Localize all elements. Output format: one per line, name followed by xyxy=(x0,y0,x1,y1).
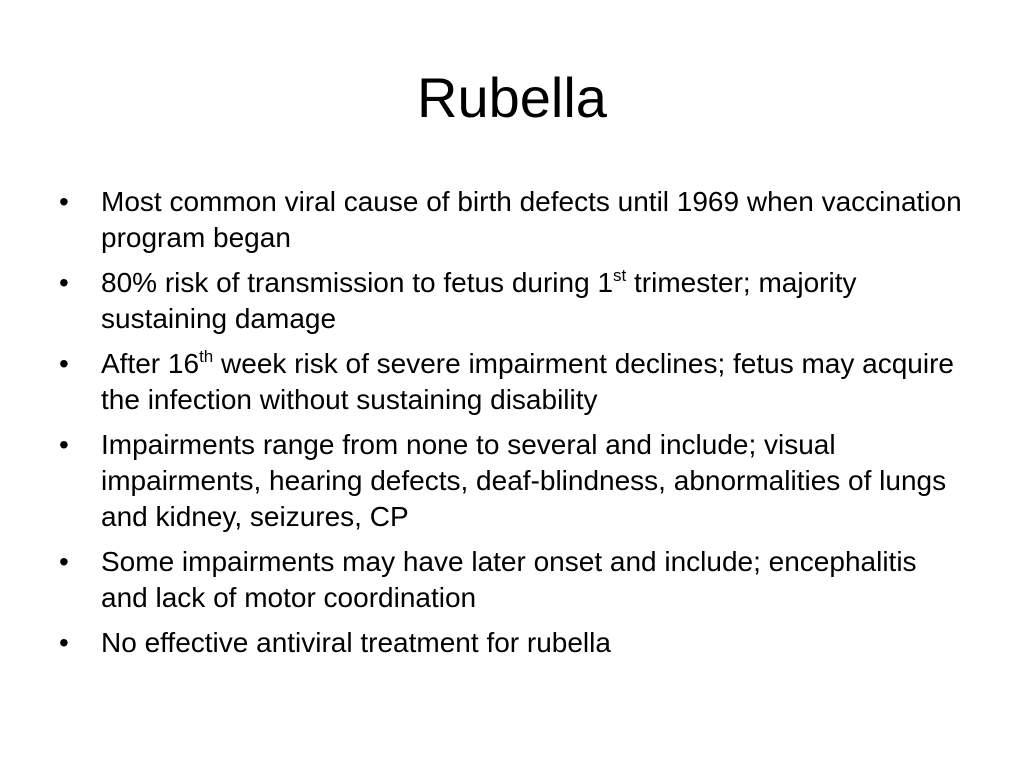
slide-title: Rubella xyxy=(417,66,607,129)
bullet-item-6 xyxy=(56,625,966,661)
bullet-text-part-2: week risk of severe impairment declines; fetus may acquire the infection without sustaining disability xyxy=(101,348,954,415)
bullet-text: Some impairments may have later onset and include; encephalitis and lack of motor coordination xyxy=(101,546,917,613)
bullet-text-part-1: 80% risk of transmission to fetus during 1 xyxy=(101,267,614,298)
bullet-text: No effective antiviral treatment for rubella xyxy=(101,627,611,658)
bullet-text-part-2: trimester; majority sustaining damage xyxy=(101,267,857,334)
ordinal-suffix: th xyxy=(199,347,214,366)
ordinal-suffix: st xyxy=(613,266,627,285)
bullet-list xyxy=(56,184,966,670)
bullet-item-3 xyxy=(56,346,966,418)
bullet-item-2 xyxy=(56,265,966,337)
bullet-item-4 xyxy=(56,427,966,535)
bullet-item-5 xyxy=(56,544,966,616)
bullet-icon: • xyxy=(59,186,69,217)
bullet-icon: • xyxy=(59,627,69,658)
bullet-icon: • xyxy=(59,429,69,460)
bullet-text: Impairments range from none to several and include; visual impairments, hearing defects, deaf-blindness, abnormalities of lungs and kidney, seizures, CP xyxy=(101,429,947,532)
bullet-icon: • xyxy=(59,348,69,379)
bullet-icon: • xyxy=(59,267,69,298)
bullet-icon: • xyxy=(59,546,69,577)
bullet-item-1 xyxy=(56,184,966,256)
bullet-text: Most common viral cause of birth defects until 1969 when vaccination program began xyxy=(101,186,962,253)
bullet-text-part-1: After 16 xyxy=(101,348,200,379)
